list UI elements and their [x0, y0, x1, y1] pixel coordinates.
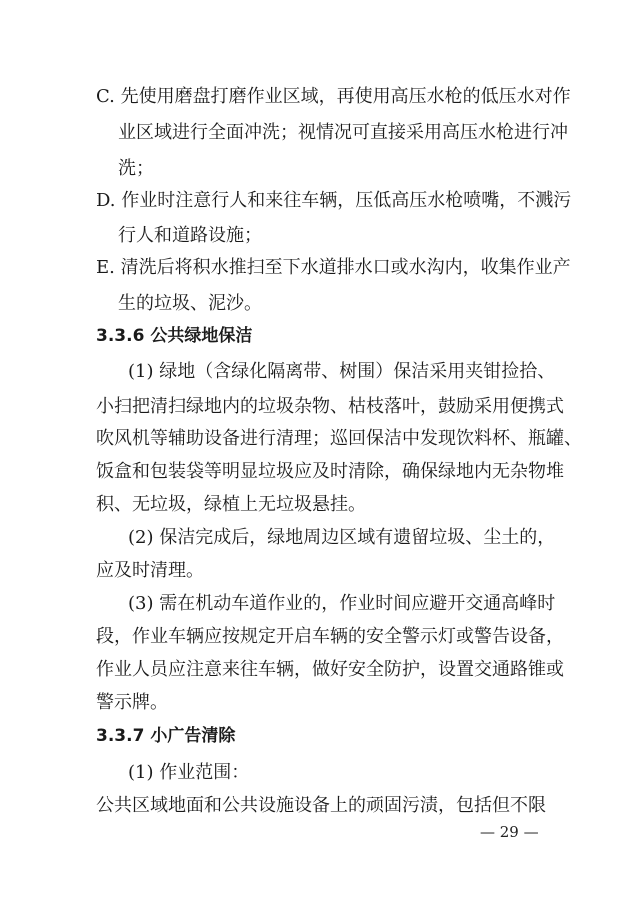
item-d-line-1: D. 作业时注意行人和来往车辆，压低高压水枪喷嘴，不溅污	[96, 190, 572, 211]
section-heading-3-3-6: 3.3.6 公共绿地保洁	[96, 326, 253, 346]
para-1-line-2: 小扫把清扫绿地内的垃圾杂物、枯枝落叶，鼓励采用便携式	[96, 396, 564, 417]
item-c-line-1: C. 先使用磨盘打磨作业区域，再使用高压水枪的低压水对作	[96, 86, 571, 107]
para-3-line-1: (3) 需在机动车道作业的，作业时间应避开交通高峰时	[128, 593, 556, 614]
page-number: — 29 —	[480, 823, 539, 841]
item-d-line-2: 行人和道路设施；	[118, 225, 262, 246]
item-e-line-2: 生的垃圾、泥沙。	[118, 293, 262, 314]
item-c-line-2: 业区域进行全面冲洗；视情况可直接采用高压水枪进行冲	[118, 122, 568, 143]
para-2-line-2: 应及时清理。	[96, 560, 204, 581]
para-3-line-4: 警示牌。	[96, 692, 168, 713]
item-e-line-1: E. 清洗后将积水推扫至下水道排水口或水沟内，收集作业产	[96, 257, 571, 278]
item-q-line-2: 公共区域地面和公共设施设备上的顽固污渍，包括但不限	[96, 795, 546, 816]
para-1-line-4: 饭盒和包装袋等明显垃圾应及时清除，确保绿地内无杂物堆	[96, 461, 564, 482]
para-2-line-1: (2) 保洁完成后，绿地周边区域有遗留垃圾、尘土的，	[128, 527, 556, 548]
para-3-line-3: 作业人员应注意来往车辆，做好安全防护，设置交通路锥或	[96, 659, 564, 680]
para-1-line-5: 积、无垃圾，绿植上无垃圾悬挂。	[96, 494, 366, 515]
para-3-line-2: 段，作业车辆应按规定开启车辆的安全警示灯或警告设备，	[96, 626, 564, 647]
item-q-line-1: (1) 作业范围：	[128, 762, 250, 783]
item-c-line-3: 洗；	[118, 158, 154, 179]
para-1-line-3: 吹风机等辅助设备进行清理；巡回保洁中发现饮料杯、瓶罐、	[96, 428, 582, 449]
section-heading-3-3-7: 3.3.7 小广告清除	[96, 726, 236, 746]
para-1-line-1: (1) 绿地（含绿化隔离带、树围）保洁采用夹钳捡拾、	[128, 361, 556, 382]
